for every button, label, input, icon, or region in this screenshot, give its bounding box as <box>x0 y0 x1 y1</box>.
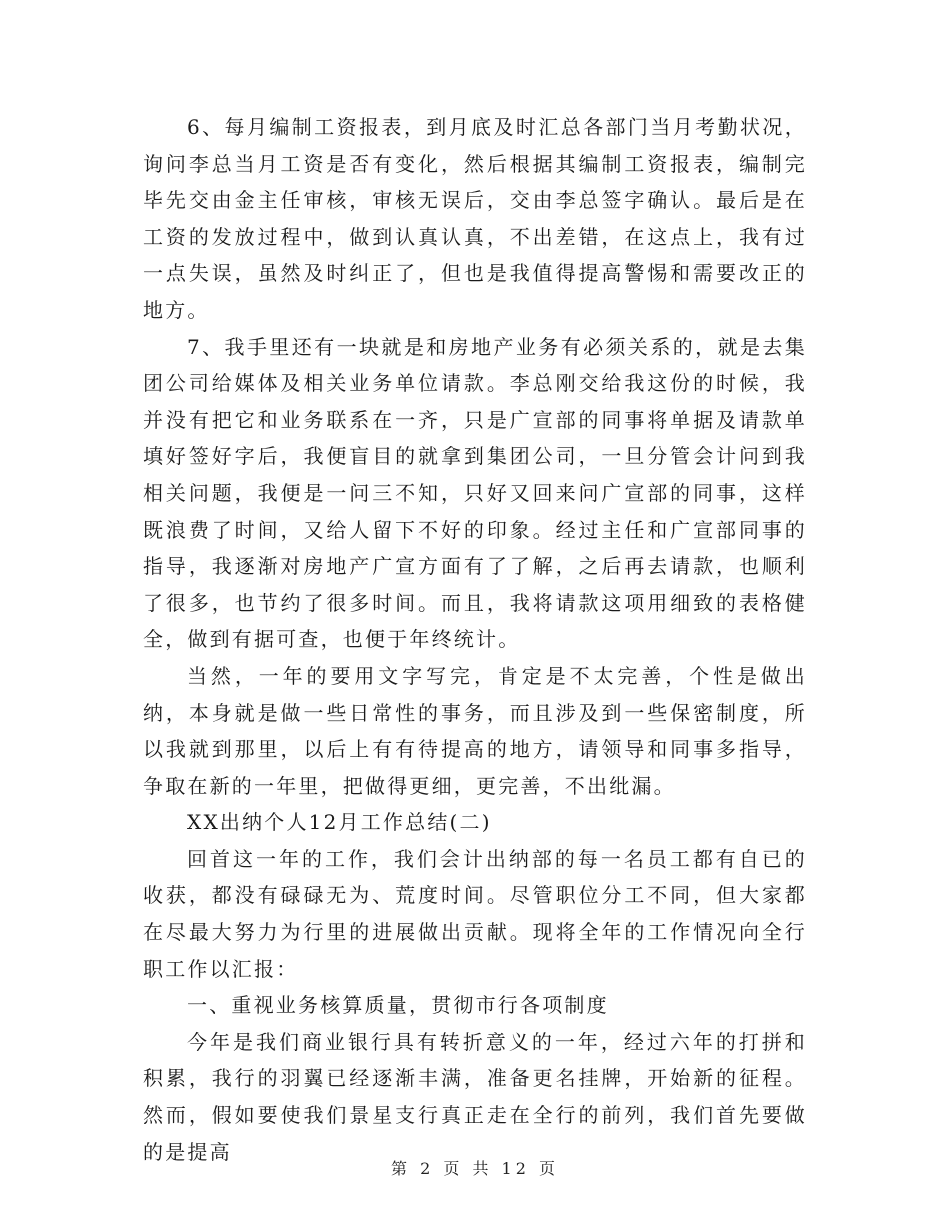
section-title: XX出纳个人12月工作总结(二) <box>187 810 492 835</box>
section-heading-1: 一、重视业务核算质量，贯彻市行各项制度 <box>187 993 609 1018</box>
paragraph-bank-year: 今年是我们商业银行具有转折意义的一年，经过六年的打拼和积累，我行的羽翼已经逐渐丰满，准备更名挂牌，开始新的征程。然而，假如要使我们景星支行真正走在全行的前列，我们首先要做的是提高 <box>143 1029 807 1164</box>
document-body <box>143 109 807 1170</box>
page-number: 第 2 页 共 12 页 <box>391 1159 559 1178</box>
paragraph-conclusion: 当然，一年的要用文字写完，肯定是不太完善，个性是做出纳，本身就是做一些日常性的事务，而且涉及到一些保密制度，所以我就到那里，以后上有有待提高的地方，请领导和同事多指导，争取在新的一年里，把做得更细，更完善，不出纰漏。 <box>143 663 807 798</box>
paragraph-item-7: 7、我手里还有一块就是和房地产业务有必须关系的，就是去集团公司给媒体及相关业务单位请款。李总刚交给我这份的时候，我并没有把它和业务联系在一齐，只是广宣部的同事将单据及请款单填好签好字后，我便盲目的就拿到集团公司，一旦分管会计问到我相关问题，我便是一问三不知，只好又回来问广宣部的同事，这样既浪费了时间，又给人留下不好的印象。经过主任和广宣部同事的指导，我逐渐对房地产广宣方面有了了解，之后再去请款，也顺利了很多，也节约了很多时间。而且，我将请款这项用细致的表格健全，做到有据可查，也便于年终统计。 <box>143 334 807 652</box>
paragraph-review: 回首这一年的工作，我们会计出纳部的每一名员工都有自已的收获，都没有碌碌无为、荒度时间。尽管职位分工不同，但大家都在尽最大努力为行里的进展做出贡献。现将全年的工作情况向全行职工作以汇报： <box>143 846 807 981</box>
paragraph-item-6: 6、每月编制工资报表，到月底及时汇总各部门当月考勤状况，询问李总当月工资是否有变化，然后根据其编制工资报表，编制完毕先交由金主任审核，审核无误后，交由李总签字确认。最后是在工资的发放过程中，做到认真认真，不出差错，在这点上，我有过一点失误，虽然及时纠正了，但也是我值得提高警惕和需要改正的地方。 <box>143 115 807 322</box>
